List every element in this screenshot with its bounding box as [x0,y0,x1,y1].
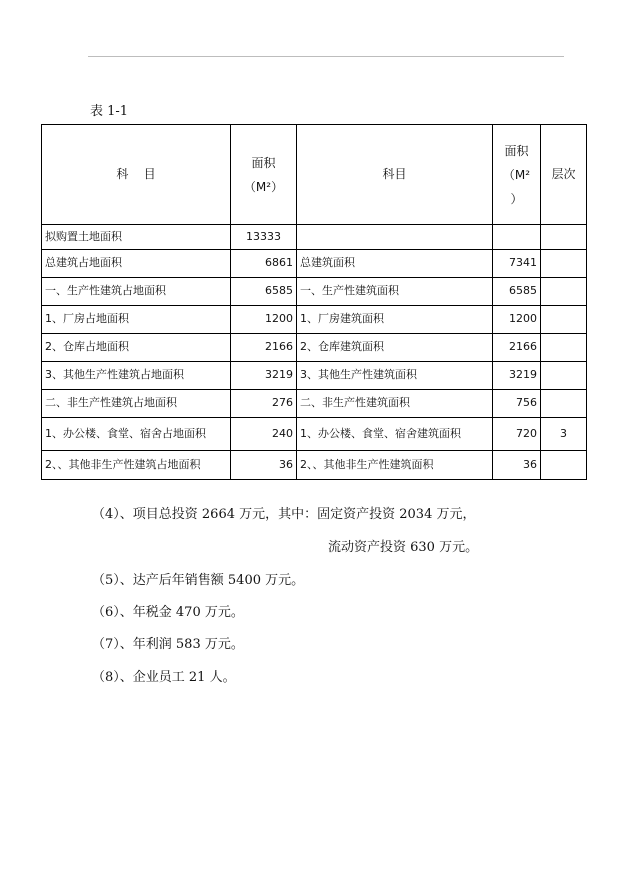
floors-value [541,278,587,306]
left-value: 6861 [231,250,297,278]
table-row [42,418,587,451]
table-caption: 表 1-1 [90,104,129,119]
header-right-subject: 科目 [297,125,493,225]
table-row [42,306,587,334]
header-left-area [231,125,297,225]
right-value: 36 [493,451,541,480]
paragraph-investment: （4）、项目总投资 2664 万元，其中：固定资产投资 2034 万元， [92,507,476,522]
left-label: 二、非生产性建筑占地面积 [42,390,231,418]
table-row [42,390,587,418]
right-label: 二、非生产性建筑面积 [297,390,493,418]
header-right-area [493,125,541,225]
right-value: 1200 [493,306,541,334]
right-label: 1、办公楼、食堂、宿舍建筑面积 [297,418,493,451]
table-row [42,451,587,480]
right-value: 756 [493,390,541,418]
floors-value [541,225,587,250]
paragraph-profit: （7）、年利润 583 万元。 [92,637,244,652]
left-value: 6585 [231,278,297,306]
table-row [42,250,587,278]
left-label: 2、、其他非生产性建筑占地面积 [42,451,231,480]
table-row [42,278,587,306]
left-value: 13333 [231,225,297,250]
left-label: 1、厂房占地面积 [42,306,231,334]
right-label: 一、生产性建筑面积 [297,278,493,306]
table-row [42,362,587,390]
right-value: 6585 [493,278,541,306]
left-value: 2166 [231,334,297,362]
table-row [42,334,587,362]
header-left-subject: 科 目 [42,125,231,225]
left-value: 240 [231,418,297,451]
header-right-area-unit-close: ） [510,191,523,206]
right-label: 1、厂房建筑面积 [297,306,493,334]
table-header-row [42,125,587,225]
left-value: 276 [231,390,297,418]
header-floors: 层次 [541,125,587,225]
left-value: 3219 [231,362,297,390]
left-label: 总建筑占地面积 [42,250,231,278]
area-table [41,124,587,480]
right-label [297,225,493,250]
left-label: 2、仓库占地面积 [42,334,231,362]
paragraph-investment-continued: 流动资产投资 630 万元。 [328,540,479,555]
left-label: 一、生产性建筑占地面积 [42,278,231,306]
header-left-area-unit: （M²） [243,179,284,194]
right-value [493,225,541,250]
floors-value [541,362,587,390]
floors-value [541,250,587,278]
left-label: 3、其他生产性建筑占地面积 [42,362,231,390]
right-label: 3、其他生产性建筑面积 [297,362,493,390]
floors-value [541,390,587,418]
right-value: 720 [493,418,541,451]
right-value: 2166 [493,334,541,362]
header-right-area-label: 面积 [504,143,529,158]
right-value: 7341 [493,250,541,278]
paragraph-sales: （5）、达产后年销售额 5400 万元。 [92,573,305,588]
right-label: 2、仓库建筑面积 [297,334,493,362]
header-rule [88,56,564,57]
paragraph-tax: （6）、年税金 470 万元。 [92,605,244,620]
paragraph-employees: （8）、企业员工 21 人。 [92,670,236,685]
header-left-area-label: 面积 [251,155,276,170]
left-label: 1、办公楼、食堂、宿舍占地面积 [42,418,231,451]
floors-value [541,334,587,362]
floors-value: 3 [541,418,587,451]
left-label: 拟购置土地面积 [42,225,231,250]
right-value: 3219 [493,362,541,390]
right-label: 2、、其他非生产性建筑面积 [297,451,493,480]
table-row [42,225,587,250]
left-value: 36 [231,451,297,480]
header-right-area-unit: （M² [502,167,531,182]
floors-value [541,306,587,334]
floors-value [541,451,587,480]
left-value: 1200 [231,306,297,334]
right-label: 总建筑面积 [297,250,493,278]
